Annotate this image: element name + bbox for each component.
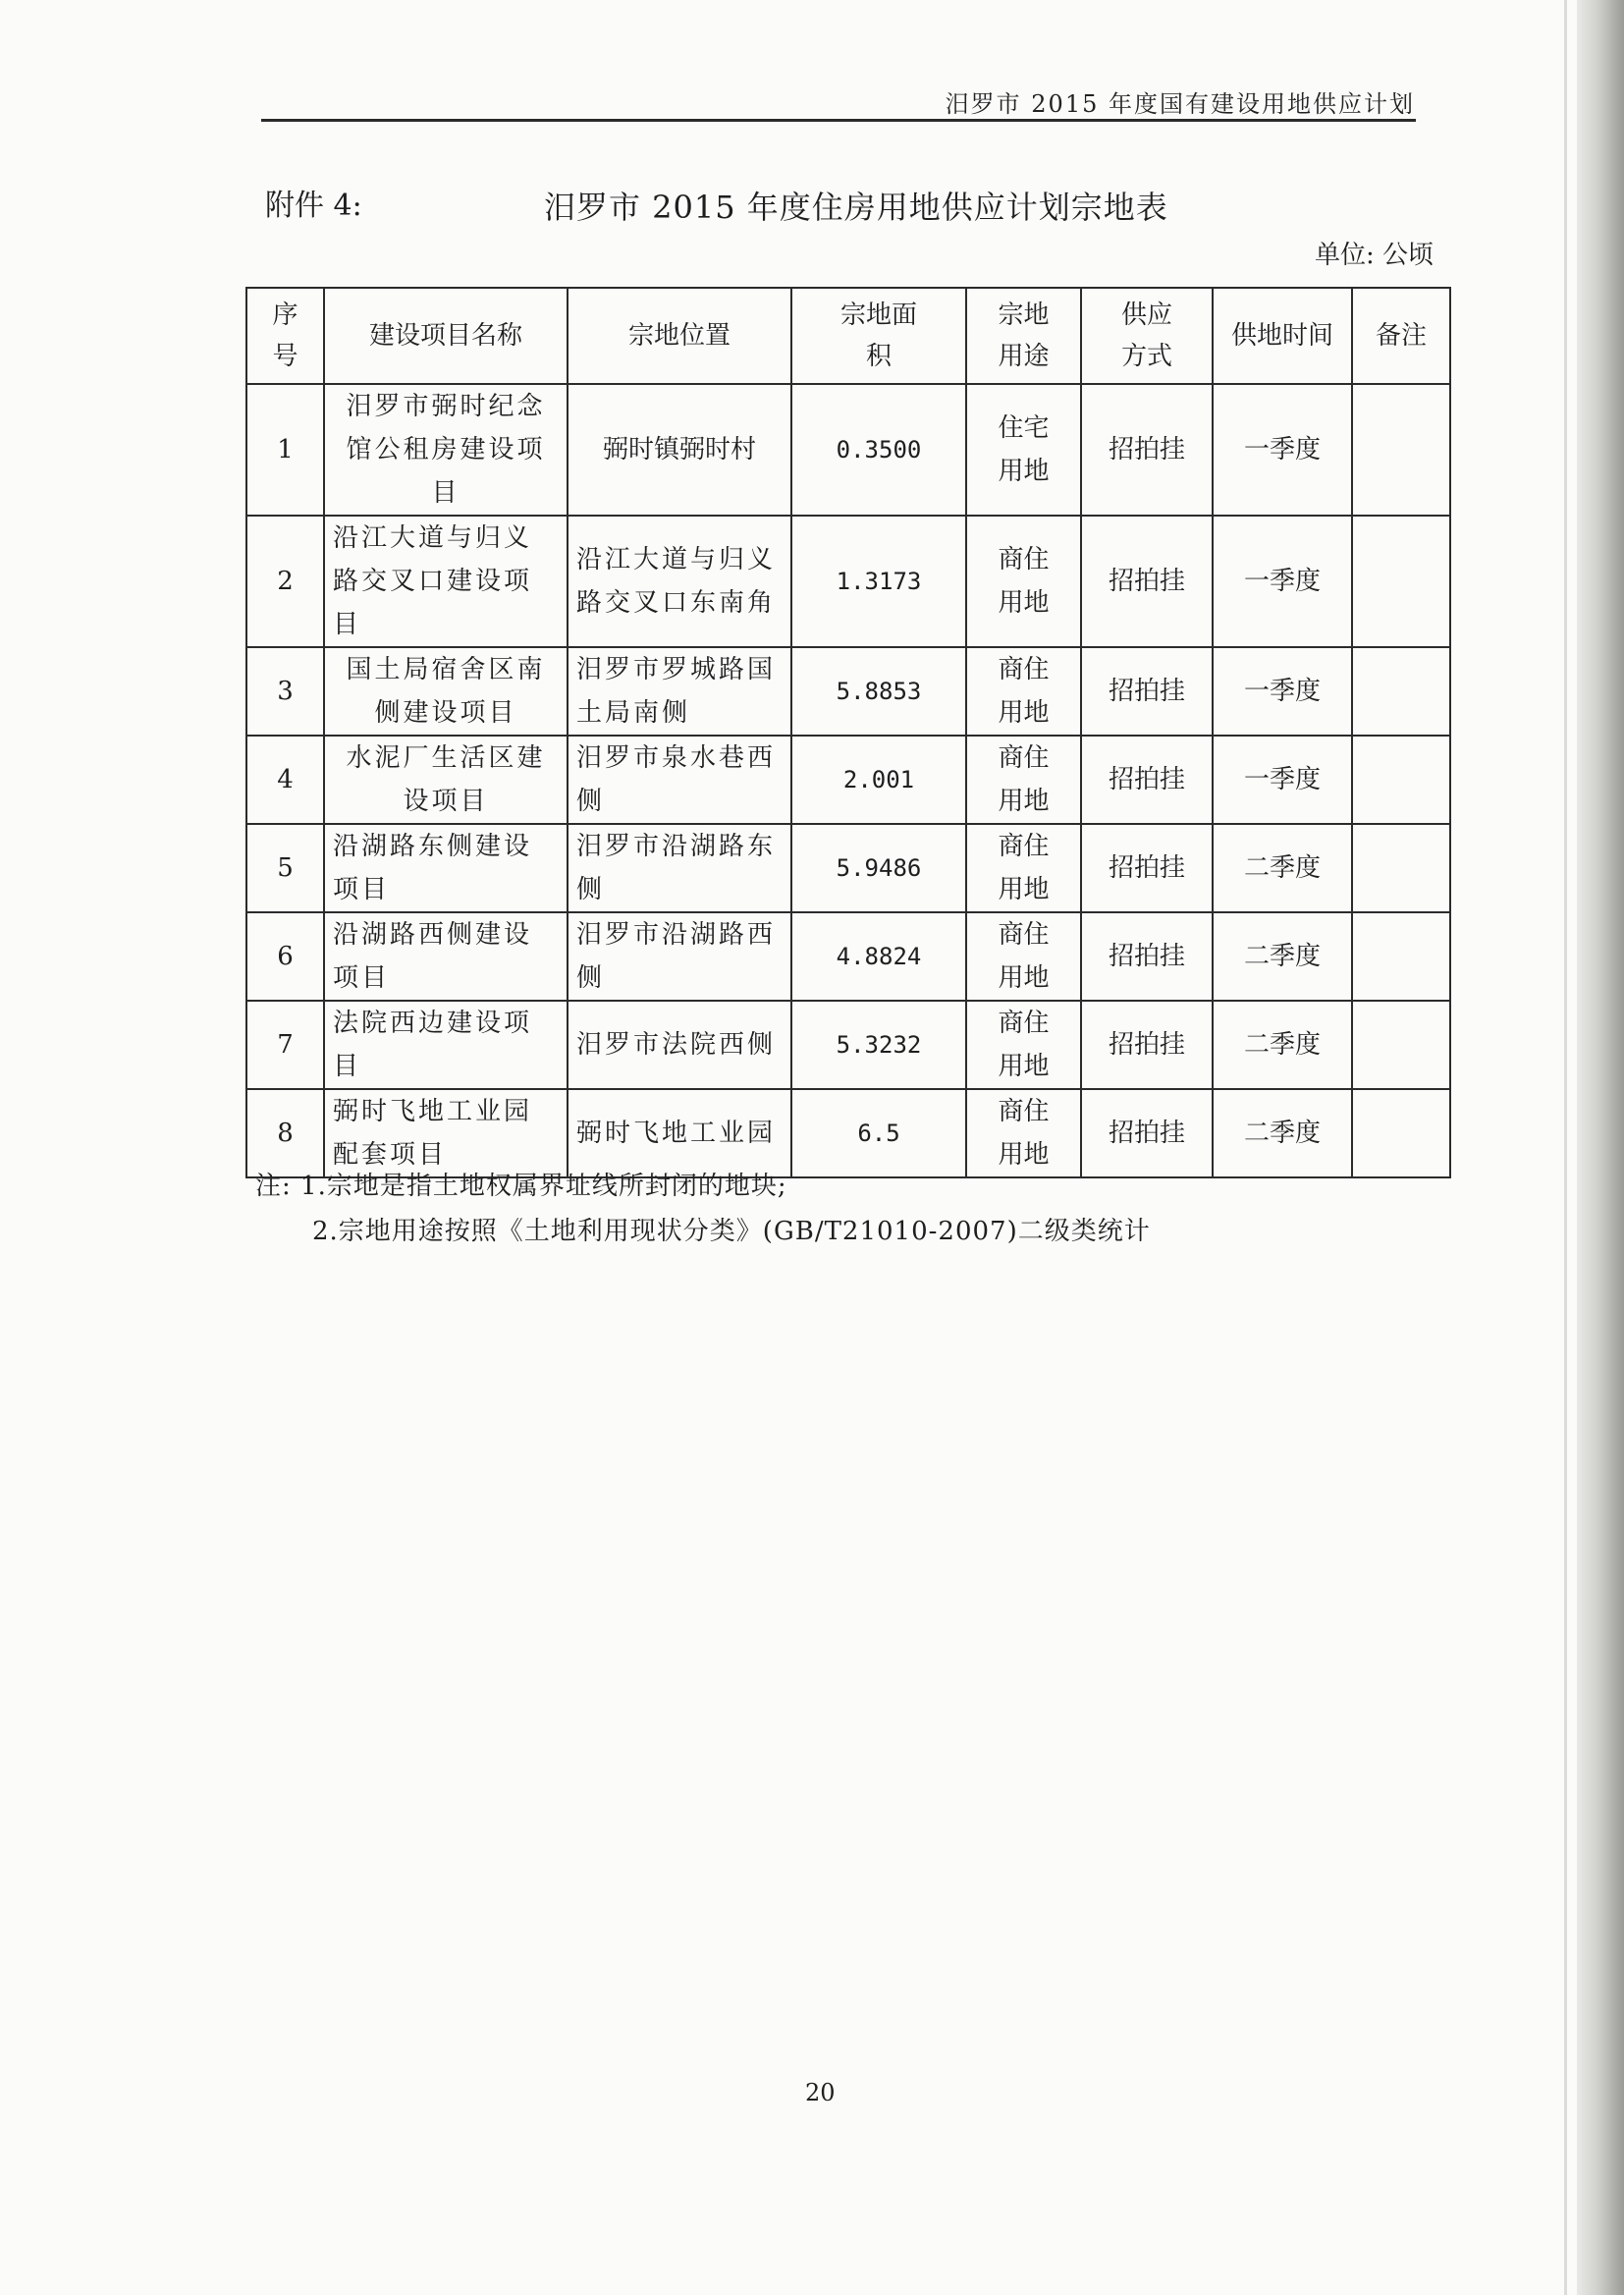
cell-location: 弼时镇弼时村 (568, 384, 791, 516)
note-line-1: 注: 1.宗地是指土地权属界址线所封闭的地块; (255, 1172, 787, 1201)
cell-use: 商住用地 (966, 736, 1081, 824)
table-notes (255, 1164, 1151, 1254)
table-row (246, 647, 1450, 736)
col-header-use: 宗地用途 (966, 288, 1081, 384)
cell-no: 2 (246, 516, 324, 647)
cell-time: 一季度 (1213, 516, 1352, 647)
cell-area: 0.3500 (791, 384, 966, 516)
cell-time: 一季度 (1213, 647, 1352, 736)
cell-use: 商住用地 (966, 516, 1081, 647)
land-supply-table (245, 287, 1451, 1178)
cell-area: 2.001 (791, 736, 966, 824)
unit-label: 单位: 公顷 (1315, 241, 1435, 270)
cell-use: 住宅用地 (966, 384, 1081, 516)
cell-method: 招拍挂 (1081, 736, 1213, 824)
page-edge-line (1564, 0, 1567, 2295)
cell-location: 汨罗市沿湖路东侧 (568, 824, 791, 912)
cell-location: 汨罗市罗城路国土局南侧 (568, 647, 791, 736)
cell-method: 招拍挂 (1081, 824, 1213, 912)
cell-no: 6 (246, 912, 324, 1001)
cell-no: 4 (246, 736, 324, 824)
running-header: 汨罗市 2015 年度国有建设用地供应计划 (945, 90, 1415, 118)
cell-area: 4.8824 (791, 912, 966, 1001)
cell-remark (1352, 1001, 1450, 1089)
cell-method: 招拍挂 (1081, 647, 1213, 736)
cell-time: 一季度 (1213, 384, 1352, 516)
cell-name: 水泥厂生活区建设项目 (324, 736, 568, 824)
cell-area: 5.3232 (791, 1001, 966, 1089)
note-line-2: 2.宗地用途按照《土地利用现状分类》(GB/T21010-2007)二级类统计 (312, 1217, 1151, 1246)
col-header-location: 宗地位置 (568, 288, 791, 384)
cell-time: 一季度 (1213, 736, 1352, 824)
cell-no: 3 (246, 647, 324, 736)
cell-location: 汨罗市泉水巷西侧 (568, 736, 791, 824)
cell-remark (1352, 912, 1450, 1001)
col-header-area: 宗地面积 (791, 288, 966, 384)
cell-use: 商住用地 (966, 647, 1081, 736)
cell-use: 商住用地 (966, 1089, 1081, 1177)
page-number: 20 (805, 2079, 836, 2106)
table-row (246, 384, 1450, 516)
table-header-row (246, 288, 1450, 384)
cell-name: 法院西边建设项目 (324, 1001, 568, 1089)
cell-remark (1352, 1089, 1450, 1177)
cell-use: 商住用地 (966, 912, 1081, 1001)
col-header-remark: 备注 (1352, 288, 1450, 384)
cell-time: 二季度 (1213, 824, 1352, 912)
cell-remark (1352, 736, 1450, 824)
table-row (246, 1001, 1450, 1089)
cell-time: 二季度 (1213, 1089, 1352, 1177)
cell-remark (1352, 384, 1450, 516)
cell-location: 汨罗市法院西侧 (568, 1001, 791, 1089)
cell-remark (1352, 516, 1450, 647)
attachment-label: 附件 4: (265, 189, 362, 223)
cell-method: 招拍挂 (1081, 1001, 1213, 1089)
table-row (246, 912, 1450, 1001)
table-row (246, 736, 1450, 824)
cell-no: 5 (246, 824, 324, 912)
cell-name: 沿湖路东侧建设项目 (324, 824, 568, 912)
table-title: 汨罗市 2015 年度住房用地供应计划宗地表 (544, 189, 1168, 226)
cell-time: 二季度 (1213, 912, 1352, 1001)
cell-method: 招拍挂 (1081, 384, 1213, 516)
cell-name: 国土局宿舍区南侧建设项目 (324, 647, 568, 736)
cell-location: 汨罗市沿湖路西侧 (568, 912, 791, 1001)
col-header-time: 供地时间 (1213, 288, 1352, 384)
cell-name: 沿江大道与归义路交叉口建设项目 (324, 516, 568, 647)
col-header-method: 供应方式 (1081, 288, 1213, 384)
cell-location: 弼时飞地工业园 (568, 1089, 791, 1177)
cell-time: 二季度 (1213, 1001, 1352, 1089)
cell-no: 7 (246, 1001, 324, 1089)
cell-name: 沿湖路西侧建设项目 (324, 912, 568, 1001)
scan-shadow (1577, 0, 1624, 2295)
cell-location: 沿江大道与归义路交叉口东南角 (568, 516, 791, 647)
cell-use: 商住用地 (966, 824, 1081, 912)
cell-area: 6.5 (791, 1089, 966, 1177)
cell-name: 弼时飞地工业园配套项目 (324, 1089, 568, 1177)
cell-area: 1.3173 (791, 516, 966, 647)
cell-use: 商住用地 (966, 1001, 1081, 1089)
col-header-no: 序号 (246, 288, 324, 384)
cell-method: 招拍挂 (1081, 912, 1213, 1001)
cell-remark (1352, 647, 1450, 736)
cell-name: 汨罗市弼时纪念馆公租房建设项目 (324, 384, 568, 516)
col-header-name: 建设项目名称 (324, 288, 568, 384)
cell-no: 8 (246, 1089, 324, 1177)
header-rule (261, 119, 1416, 122)
table-row (246, 516, 1450, 647)
cell-no: 1 (246, 384, 324, 516)
table-row (246, 824, 1450, 912)
cell-area: 5.8853 (791, 647, 966, 736)
cell-method: 招拍挂 (1081, 516, 1213, 647)
cell-area: 5.9486 (791, 824, 966, 912)
cell-method: 招拍挂 (1081, 1089, 1213, 1177)
cell-remark (1352, 824, 1450, 912)
